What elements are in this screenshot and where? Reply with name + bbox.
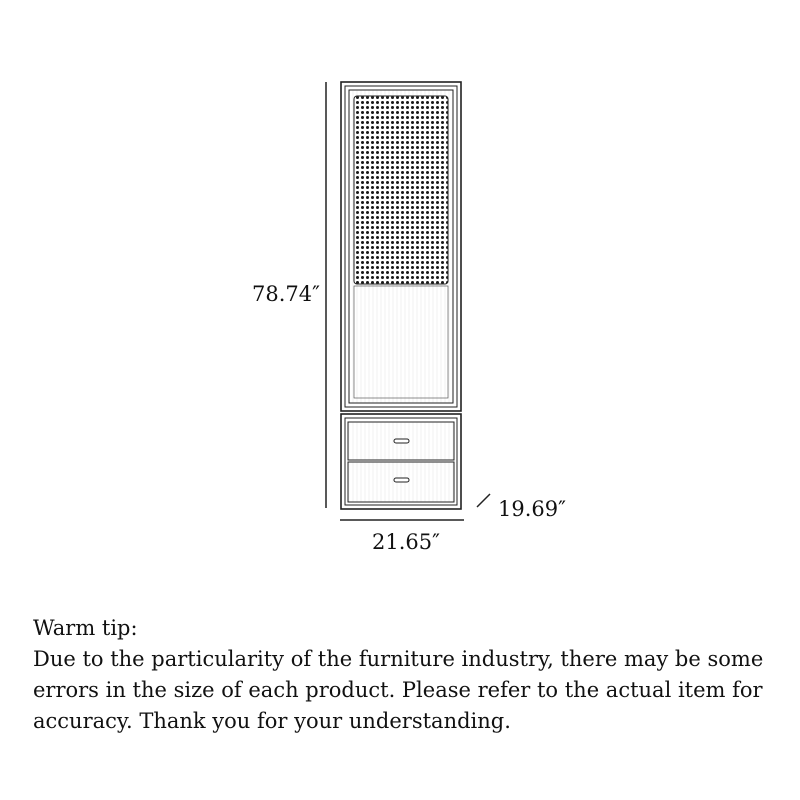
depth-label: 19.69″ — [498, 497, 566, 521]
height-label: 78.74″ — [252, 282, 320, 306]
upper-cabinet — [341, 82, 461, 411]
drawer-handle-top — [394, 439, 409, 443]
warm-tip-note — [33, 613, 773, 737]
width-label: 21.65″ — [372, 530, 440, 554]
note-line-3: accuracy. Thank you for your understanding. — [33, 709, 511, 733]
drawer-handle-bottom — [394, 478, 409, 482]
depth-dimension-line — [477, 494, 490, 507]
drawer-unit — [341, 414, 461, 509]
note-line-2: errors in the size of each product. Please refer to the actual item for — [33, 678, 763, 702]
note-title: Warm tip: — [33, 616, 138, 640]
note-line-1: Due to the particularity of the furniture industry, there may be some — [33, 647, 764, 671]
wood-panel — [354, 286, 448, 398]
rattan-panel — [354, 96, 448, 284]
